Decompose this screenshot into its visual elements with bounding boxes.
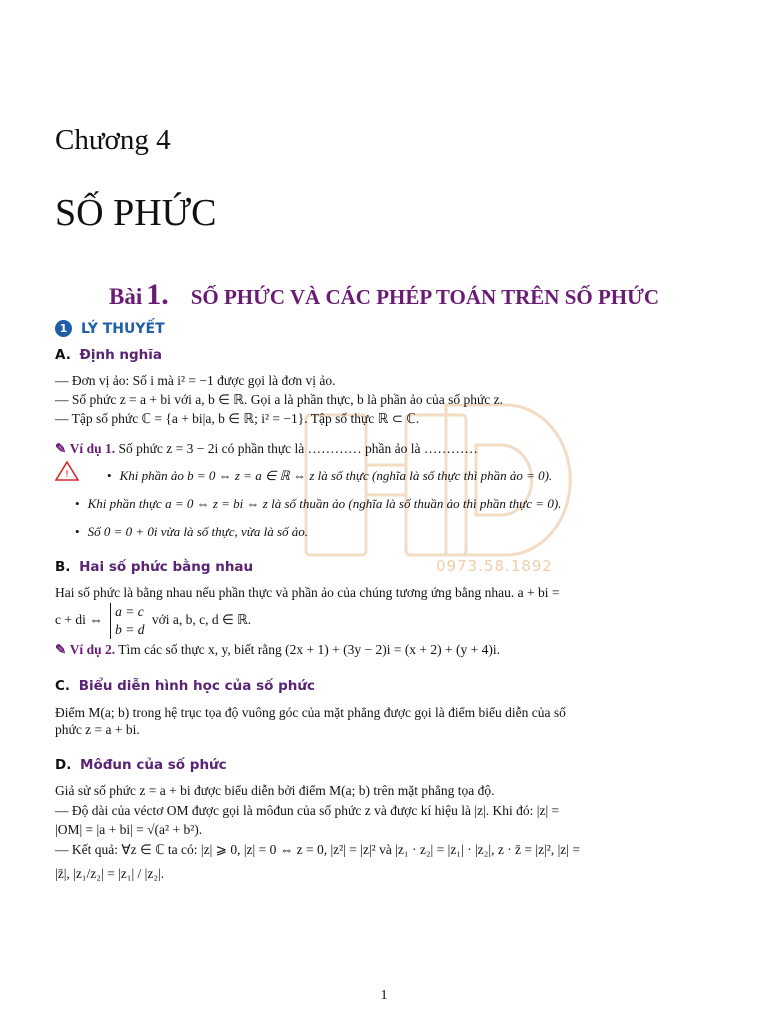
section-c-letter: C. xyxy=(55,678,71,694)
section-a-line: — Đơn vị ảo: Số i mà i² = −1 được gọi là đơn vị ảo. xyxy=(55,373,336,388)
note-bullet: • Khi phần thực a = 0 ⇔ z = bi ⇔ z là số thuần ảo (nghĩa là số thuần ảo thì phần thực = 0). xyxy=(75,496,561,512)
section-a-heading xyxy=(55,347,162,363)
section-b-title: Hai số phức bằng nhau xyxy=(79,559,254,575)
section-d-line: — Độ dài của véctơ OM được gọi là môđun của số phức z và được kí hiệu là |z|. Khi đó: |z| = xyxy=(55,803,560,818)
section-b-line: Hai số phức là bằng nhau nếu phần thực và phần ảo của chúng tương ứng bằng nhau. a + bi = xyxy=(55,585,560,600)
section-d-line: Giả sử số phức z = a + bi được biểu diễn bởi điểm M(a; b) trên mặt phẳng tọa độ. xyxy=(55,783,495,798)
equation-system xyxy=(110,603,144,639)
section-d-heading xyxy=(55,757,227,773)
section-a-letter: A. xyxy=(55,347,71,363)
page-number: 1 xyxy=(380,988,388,1003)
system-row: a = c xyxy=(115,604,144,619)
section-d-letter: D. xyxy=(55,757,72,773)
example-2 xyxy=(55,642,500,658)
section-d-line: |OM| = |a + bi| = √(a² + b²). xyxy=(55,822,203,837)
theory-title: LÝ THUYẾT xyxy=(81,320,165,337)
system-row: b = d xyxy=(115,622,145,637)
lesson-title: SỐ PHỨC VÀ CÁC PHÉP TOÁN TRÊN SỐ PHỨC xyxy=(190,285,659,309)
watermark-phone: 0973.58.1892 xyxy=(436,557,553,575)
equation-tail: với a, b, c, d ∈ ℝ. xyxy=(151,612,252,628)
section-d-line: — Kết quả: ∀z ∈ ℂ ta có: |z| ⩾ 0, |z| = 0 ⇔ z = 0, |z²| = |z|² và |z₁ · z₂| = |z₁| · |z₂|, z · z̄ = |z|², |z| = xyxy=(55,842,580,857)
section-a-line: — Tập số phức ℂ = {a + bi|a, b ∈ ℝ; i² = −1}. Tập số thực ℝ ⊂ ℂ. xyxy=(55,411,420,426)
section-b-heading xyxy=(55,559,253,575)
section-a-title: Định nghĩa xyxy=(79,347,163,363)
chapter-label: Chương 4 xyxy=(55,124,171,156)
warning-icon xyxy=(55,461,79,481)
example-2-label: Ví dụ 2. xyxy=(69,642,116,657)
section-b-letter: B. xyxy=(55,559,71,575)
lesson-heading xyxy=(0,278,768,312)
section-a-line: — Số phức z = a + bi với a, b ∈ ℝ. Gọi a là phần thực, b là phần ảo của số phức z. xyxy=(55,392,504,407)
example-1-text: Số phức z = 3 − 2i có phần thực là ………… phần ảo là ………… xyxy=(118,441,478,456)
section-d-title: Môđun của số phức xyxy=(80,757,227,773)
equation-lead: c + di ⇔ xyxy=(55,612,103,628)
section-c-title: Biểu diễn hình học của số phức xyxy=(78,678,315,694)
note-bullet: • Khi phần ảo b = 0 ⇔ z = a ∈ ℝ ⇔ z là số thực (nghĩa là số thực thì phần ảo = 0). xyxy=(107,468,552,484)
note-bullet: • Số 0 = 0 + 0i vừa là số thực, vừa là số ảo. xyxy=(75,524,308,540)
example-1-label: Ví dụ 1. xyxy=(69,441,116,456)
pencil-icon: ✎ xyxy=(55,441,67,456)
svg-text:!: ! xyxy=(64,469,70,480)
example-1 xyxy=(55,441,478,457)
pencil-icon: ✎ xyxy=(55,642,67,657)
section-d-line: |z̄|, |z₁/z₂| = |z₁| / |z₂|. xyxy=(55,866,165,881)
example-2-text: Tìm các số thực x, y, biết rằng (2x + 1) + (3y − 2)i = (x + 2) + (y + 4)i. xyxy=(118,642,501,657)
section-c-line: phức z = a + bi. xyxy=(55,722,140,737)
theory-number-badge-icon: 1 xyxy=(55,320,72,337)
section-c-line: Điểm M(a; b) trong hệ trục tọa độ vuông góc của mặt phẳng được gọi là điểm biểu diễn của số xyxy=(55,705,566,720)
lesson-number: 1. xyxy=(146,278,169,311)
lesson-prefix: Bài xyxy=(108,284,143,309)
theory-heading xyxy=(55,320,165,337)
chapter-title: SỐ PHỨC xyxy=(55,192,217,234)
section-c-heading xyxy=(55,678,315,694)
section-b-equation xyxy=(55,603,251,639)
